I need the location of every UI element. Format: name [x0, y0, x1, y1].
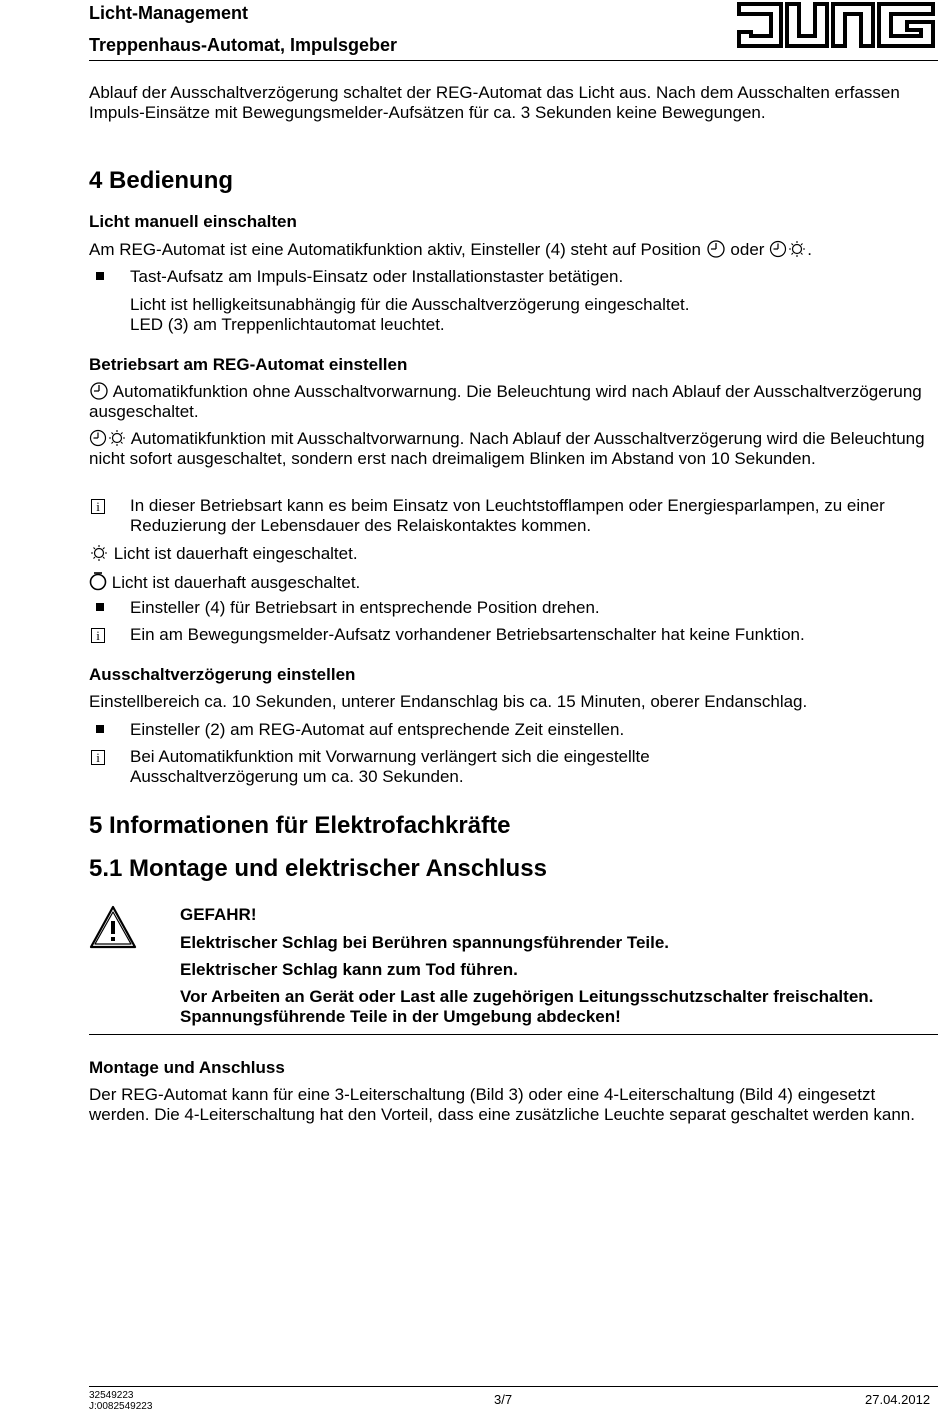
manual-result-1: Licht ist helligkeitsunabhängig für die Ausschaltverzögerung eingeschaltet.: [130, 295, 690, 314]
danger-line-2: Elektrischer Schlag kann zum Tod führen.: [180, 960, 518, 979]
sun-icon: [89, 544, 109, 562]
danger-line-1: Elektrischer Schlag bei Berühren spannungsführender Teile.: [180, 933, 670, 952]
delay-bullet: Einsteller (2) am REG-Automat auf entsprechende Zeit einstellen.: [130, 720, 625, 739]
bullet-icon: [96, 725, 104, 733]
header-subtitle: Treppenhaus-Automat, Impulsgeber: [89, 35, 398, 55]
clock-sun-icon: [769, 240, 807, 258]
mode-on-text: Licht ist dauerhaft eingeschaltet.: [113, 544, 358, 563]
footer-doc-number: 32549223: [89, 1390, 134, 1401]
info-icon: i: [91, 628, 105, 643]
bullet-icon: [96, 272, 104, 280]
danger-rule: [89, 1034, 938, 1035]
intro-text: Ablauf der Ausschaltverzögerung schaltet der REG-Automat das Licht aus. Nach dem Ausschalten erfassen Impuls-Einsätze mit Bewegungsmelder-Aufsätzen für ca. 3 Sekunden keine Bewegungen.: [89, 83, 900, 122]
manual-text: [89, 240, 939, 260]
footer-doc-ref: J:0082549223: [89, 1401, 153, 1412]
mounting-heading: Montage und Anschluss: [89, 1058, 285, 1077]
manual-text-prefix: Am REG-Automat ist eine Automatikfunktion aktiv, Einsteller (4) steht auf Position: [89, 240, 701, 259]
section-5-1-title: 5.1 Montage und elektrischer Anschluss: [89, 855, 547, 882]
manual-text-end: .: [807, 240, 812, 259]
jung-logo: [737, 0, 937, 50]
mode-info-2: Ein am Bewegungsmelder-Aufsatz vorhandener Betriebsartenschalter hat keine Funktion.: [130, 625, 805, 644]
delay-info: Bei Automatikfunktion mit Vorwarnung verlängert sich die eingestellte Ausschaltverzögerung um ca. 30 Sekunden.: [130, 747, 650, 786]
mode-bullet: Einsteller (4) für Betriebsart in entsprechende Position drehen.: [130, 598, 600, 617]
mode-off: [89, 571, 929, 593]
mode-auto-warn: [89, 429, 929, 469]
mode-auto-warn-text: Automatikfunktion mit Ausschaltvorwarnung. Nach Ablauf der Ausschaltverzögerung wird die Beleuchtung nicht sofort ausgeschaltet, sondern erst nach dreimaligem Blinken im Abstand von 10 Sekunden.: [89, 429, 925, 468]
bullet-icon: [96, 603, 104, 611]
section-4-title: 4 Bedienung: [89, 167, 234, 194]
delay-heading: Ausschaltverzögerung einstellen: [89, 665, 356, 684]
manual-bullet: Tast-Aufsatz am Impuls-Einsatz oder Installationstaster betätigen.: [130, 267, 624, 286]
info-icon: i: [91, 750, 105, 765]
footer-page: 3/7: [494, 1392, 513, 1407]
manual-result-2: LED (3) am Treppenlichtautomat leuchtet.: [130, 315, 445, 334]
mode-heading: Betriebsart am REG-Automat einstellen: [89, 355, 408, 374]
header-rule: [89, 60, 938, 61]
danger-line-3: Vor Arbeiten an Gerät oder Last alle zugehörigen Leitungsschutzschalter freischalten. Spannungsführende Teile in der Umgebung abdecken!: [180, 987, 874, 1026]
mode-auto-off-text: Automatikfunktion ohne Ausschaltvorwarnung. Die Beleuchtung wird nach Ablauf der Ausschaltverzögerung ausgeschaltet.: [89, 382, 922, 421]
clock-icon: [706, 240, 726, 258]
manual-text-mid: oder: [730, 240, 765, 259]
warning-triangle-icon: [89, 905, 137, 949]
header-title: Licht-Management: [89, 3, 249, 23]
manual-heading: Licht manuell einschalten: [89, 212, 297, 231]
mode-auto-off: [89, 382, 929, 422]
delay-range: Einstellbereich ca. 10 Sekunden, unterer Endanschlag bis ca. 15 Minuten, oberer Endanschlag.: [89, 692, 808, 711]
section-5-title: 5 Informationen für Elektrofachkräfte: [89, 812, 511, 839]
off-icon: [89, 571, 107, 591]
clock-sun-icon: [89, 429, 127, 447]
mode-info-1: In dieser Betriebsart kann es beim Einsatz von Leuchtstofflampen oder Energiesparlampen, zu einer Reduzierung der Lebensdauer des Relaiskontaktes kommen.: [130, 496, 885, 535]
footer-date: 27.04.2012: [865, 1392, 931, 1407]
footer-rule: [89, 1386, 938, 1387]
mounting-text: Der REG-Automat kann für eine 3-Leiterschaltung (Bild 3) oder eine 4-Leiterschaltung (Bild 4) eingesetzt werden. Die 4-Leiterschaltung hat den Vorteil, dass eine zusätzliche Leuchte separat geschaltet werden kann.: [89, 1085, 915, 1124]
clock-icon: [89, 382, 109, 400]
danger-label: GEFAHR!: [180, 905, 257, 924]
mode-on: [89, 544, 929, 564]
mode-off-text: Licht ist dauerhaft ausgeschaltet.: [111, 573, 361, 592]
info-icon: i: [91, 499, 105, 514]
